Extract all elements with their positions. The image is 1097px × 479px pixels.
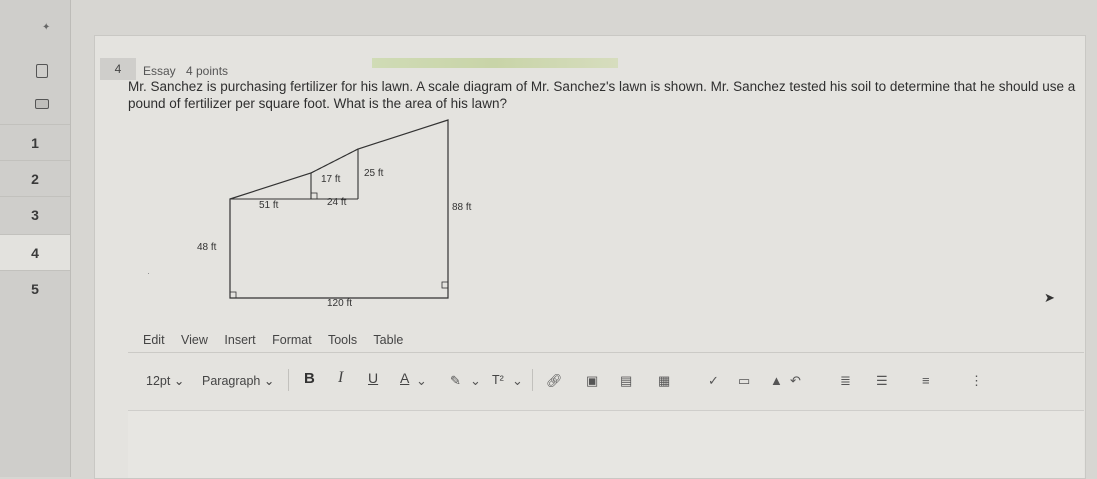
chevron-down-icon: ⌄	[263, 374, 275, 388]
label-120ft: 120 ft	[327, 298, 353, 309]
question-nav-item-4[interactable]: 4	[0, 234, 70, 271]
question-nav-item-3[interactable]: 3	[0, 196, 70, 233]
chevron-down-icon[interactable]: ⌄	[512, 373, 523, 388]
font-size-select[interactable]: 12pt ⌄	[146, 374, 185, 388]
question-number: 4	[100, 58, 136, 80]
align-icon[interactable]: ≣	[840, 373, 851, 388]
flag-icon[interactable]	[35, 99, 49, 109]
question-prompt: Mr. Sanchez is purchasing fertilizer for his lawn. A scale diagram of Mr. Sanchez's lawn is shown. Mr. Sanchez tested his soil to determine that he should use a pound of fertilizer per square foot. What is the area of his lawn?	[128, 79, 1076, 111]
label-24ft: 24 ft	[327, 197, 347, 208]
chevron-down-icon: ⌄	[173, 374, 185, 388]
question-nav-item-1[interactable]: 1	[0, 124, 70, 161]
menu-tools[interactable]: Tools	[327, 333, 358, 347]
underline-button[interactable]: U	[368, 370, 379, 386]
highlight-color-icon[interactable]: ✎	[450, 373, 461, 388]
document-icon[interactable]: ▦	[658, 373, 671, 388]
superscript-button[interactable]: T²	[492, 373, 504, 387]
menu-edit[interactable]: Edit	[143, 333, 165, 347]
upload-icon[interactable]: ▲	[770, 373, 783, 388]
link-icon[interactable]: 🔗︎	[546, 373, 563, 388]
question-nav-item-2[interactable]: 2	[0, 160, 70, 197]
label-17ft: 17 ft	[321, 174, 341, 185]
image-icon[interactable]: ▣	[586, 373, 599, 388]
lawn-diagram	[190, 112, 480, 320]
menu-table[interactable]: Table	[373, 333, 404, 347]
spellcheck-icon[interactable]: ✓	[708, 373, 719, 388]
question-points: 4 points	[186, 64, 229, 78]
essay-answer-input[interactable]	[128, 410, 1084, 478]
more-icon[interactable]: ⋮	[970, 373, 983, 388]
stray-mark: ·	[147, 268, 150, 278]
label-25ft: 25 ft	[364, 168, 384, 179]
question-navigation	[0, 0, 71, 477]
label-51ft: 51 ft	[259, 200, 279, 211]
chevron-down-icon[interactable]: ⌄	[416, 373, 427, 388]
label-88ft: 88 ft	[452, 202, 472, 213]
block-format-select[interactable]: Paragraph ⌄	[202, 374, 275, 388]
save-icon[interactable]: ▭	[738, 373, 751, 388]
indent-icon[interactable]: ≡	[922, 373, 930, 388]
editor-toolbar	[128, 352, 1084, 411]
mouse-cursor-icon: ➤	[1044, 290, 1055, 305]
undo-icon[interactable]: ↶	[790, 373, 801, 388]
highlight-bar	[372, 58, 618, 68]
media-icon[interactable]: ▤	[620, 373, 633, 388]
bold-button[interactable]: B	[304, 370, 315, 387]
label-48ft: 48 ft	[197, 242, 217, 253]
chevron-down-icon[interactable]: ⌄	[470, 373, 481, 388]
toolbar-divider	[532, 369, 533, 391]
menu-format[interactable]: Format	[272, 333, 312, 347]
menu-insert[interactable]: Insert	[224, 333, 256, 347]
text-color-button[interactable]: A	[400, 370, 410, 386]
menu-view[interactable]: View	[181, 333, 208, 347]
question-nav-item-5[interactable]: 5	[0, 270, 70, 307]
italic-button[interactable]: I	[338, 369, 344, 386]
toolbar-divider	[288, 369, 289, 391]
bookmark-icon[interactable]	[36, 64, 48, 78]
editor-menubar	[143, 333, 416, 347]
list-icon[interactable]: ☰	[876, 373, 888, 388]
lawn-shape	[190, 112, 480, 320]
question-type: Essay	[143, 64, 176, 78]
pin-icon[interactable]: ✦	[42, 22, 51, 33]
